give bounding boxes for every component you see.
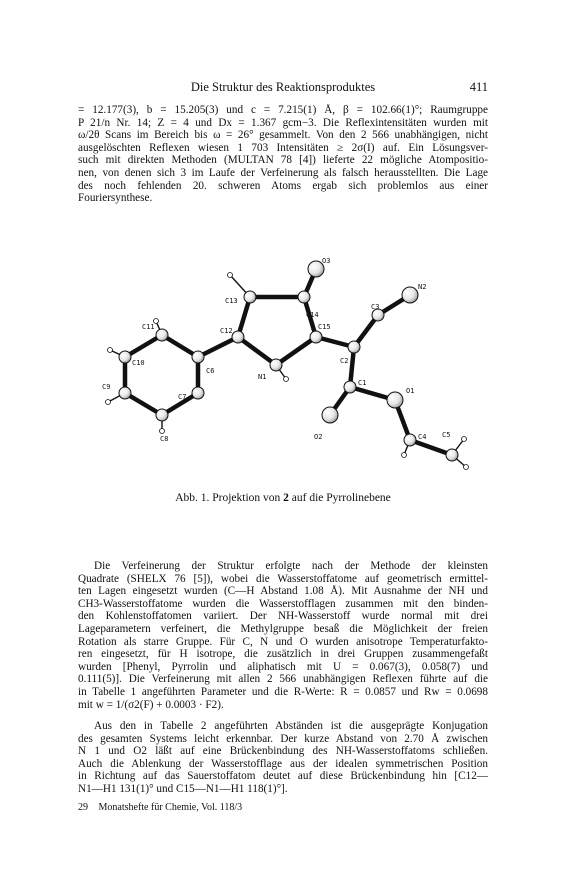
running-head: [78, 80, 488, 96]
text-line: ten Lagen eingesetzt wurden (C—H Abstand 1.08 Å). Mit Ausnahme der NH und: [78, 585, 488, 598]
text-line: ren eingesetzt, für H isotrope, die zusätzlich in drei Gruppen zusammengefaßt: [78, 648, 488, 661]
caption-prefix: Abb. 1. Projektion von: [175, 492, 284, 504]
signature-mark: 29: [78, 802, 88, 813]
text-line: mit w = 1/(σ2(F) + 0.0003 · F2).: [78, 698, 224, 711]
atom-label: C1: [358, 379, 367, 387]
molecule-projection-diagram: [60, 255, 510, 480]
text-line: ausgelöschten Reflexen wiesen 1 703 Intensitäten ≥ 2σ(I) auf. Ein Lösungsver-: [78, 141, 488, 154]
text-line: des gesamten Systems leicht erkennbar. Der kurze Abstand von 2.70 Å zwischen: [78, 732, 488, 745]
atom-label: C4: [418, 433, 427, 441]
text-line: Rotation als starre Gruppe. Für C, N und O wurden anisotrope Temperaturfakto-: [78, 635, 488, 648]
page-footer: [78, 802, 242, 813]
atom-label: C9: [102, 383, 111, 391]
text-line: N 1 und O2 läßt auf eine Brückenbindung des NH-Wasserstoffatoms schließen.: [78, 745, 488, 758]
atom-label: O2: [314, 433, 323, 441]
text-line: Quadrate (SHELX 76 [5]), wobei die Wasserstoffatome auf geometrisch ermittel-: [78, 572, 488, 585]
text-line: 0.111(5)]. Die Verfeinerung mit allen 2 566 unabhängigen Reflexen führte auf die: [78, 673, 488, 686]
text-line: ω/2θ Scans im Bereich bis ω = 26° gesammelt. Von den 2 566 unabhängigen, nicht: [78, 129, 488, 142]
atom-label: C15: [318, 323, 331, 331]
text-line: nen, von denen sich 3 im Laufe der Verfeinerung als falsch herausstellten. Die Lage: [78, 166, 488, 179]
molecule-figure: [60, 255, 510, 480]
atom-label: C3: [371, 303, 380, 311]
atom-label: C11: [142, 323, 155, 331]
text-line: P 21/n Nr. 14; Z = 4 und Dx = 1.367 gcm−3. Die Reflexintensitäten wurden mit: [78, 116, 488, 129]
text-line: CH3-Wasserstoffatome wurden die Wasserstofflagen zusammen mit den binden-: [78, 597, 488, 610]
text-line: wurden [Phenyl, Pyrrolin und aliphatisch mit U = 0.067(3), 0.058(7) und: [78, 660, 488, 673]
paragraph-crystal-data: [78, 104, 488, 205]
running-title: Die Struktur des Reaktionsproduktes: [190, 80, 376, 94]
atom-label: C10: [132, 359, 145, 367]
atom-label: C6: [206, 367, 215, 375]
atom-label: O1: [406, 387, 415, 395]
caption-suffix: auf die Pyrrolinebene: [288, 492, 391, 504]
text-line: Die Verfeinerung der Struktur erfolgte nach der Methode der kleinsten: [94, 560, 488, 572]
text-line: N1—H1 131(1)° und C15—N1—H1 118(1)°].: [78, 782, 288, 795]
text-line: in Richtung auf das Sauerstoffatom deutet auf diese Brückenbindung hin [C12—: [78, 770, 488, 783]
atom-label: C7: [178, 393, 187, 401]
figure-caption: [78, 492, 488, 504]
caption-compound-number: 2: [283, 492, 289, 504]
atom-label: N1: [258, 373, 267, 381]
text-line: des noch fehlenden 20. schweren Atoms ergab sich problemlos aus einer: [78, 179, 488, 192]
atom-label: C2: [340, 357, 349, 365]
text-line: Lageparametern verfeinert, die Methylgruppe besaß die Möglichkeit der freien: [78, 622, 488, 635]
atom-label: O3: [322, 257, 331, 265]
atom-label: C8: [160, 435, 169, 443]
atom-labels: [102, 257, 450, 443]
text-line: Aus den in Tabelle 2 angeführten Abständen ist die ausgeprägte Konjugation: [94, 720, 488, 732]
text-line: Auch die Ablenkung der Wasserstofflage aus der idealen symmetrischen Position: [78, 757, 488, 770]
atom-label: C12: [220, 327, 233, 335]
atom-label: C5: [442, 431, 451, 439]
text-line: = 12.177(3), b = 15.205(3) und c = 7.215(1) Å, β = 102.66(1)°; Raumgruppe: [78, 104, 488, 116]
atom-label: N2: [418, 283, 427, 291]
text-line: den Kohlenstoffatomen variiert. Der NH-Wasserstoff wurde normal mit drei: [78, 610, 488, 623]
journal-reference: Monatshefte für Chemie, Vol. 118/3: [98, 802, 243, 813]
text-line: such mit direkten Methoden (MULTAN 78 [4]) lieferte 22 mögliche Atompositio-: [78, 154, 488, 167]
text-line: Fouriersynthese.: [78, 192, 153, 205]
page-number: 411: [469, 80, 488, 94]
atom-label: C13: [225, 297, 238, 305]
atom-label: C14: [306, 311, 319, 319]
paragraph-refinement: [78, 560, 488, 711]
paragraph-discussion: [78, 720, 488, 796]
text-line: in Tabelle 1 angeführten Parameter und die R-Werte: R = 0.0857 und Rw = 0.0698: [78, 685, 488, 698]
